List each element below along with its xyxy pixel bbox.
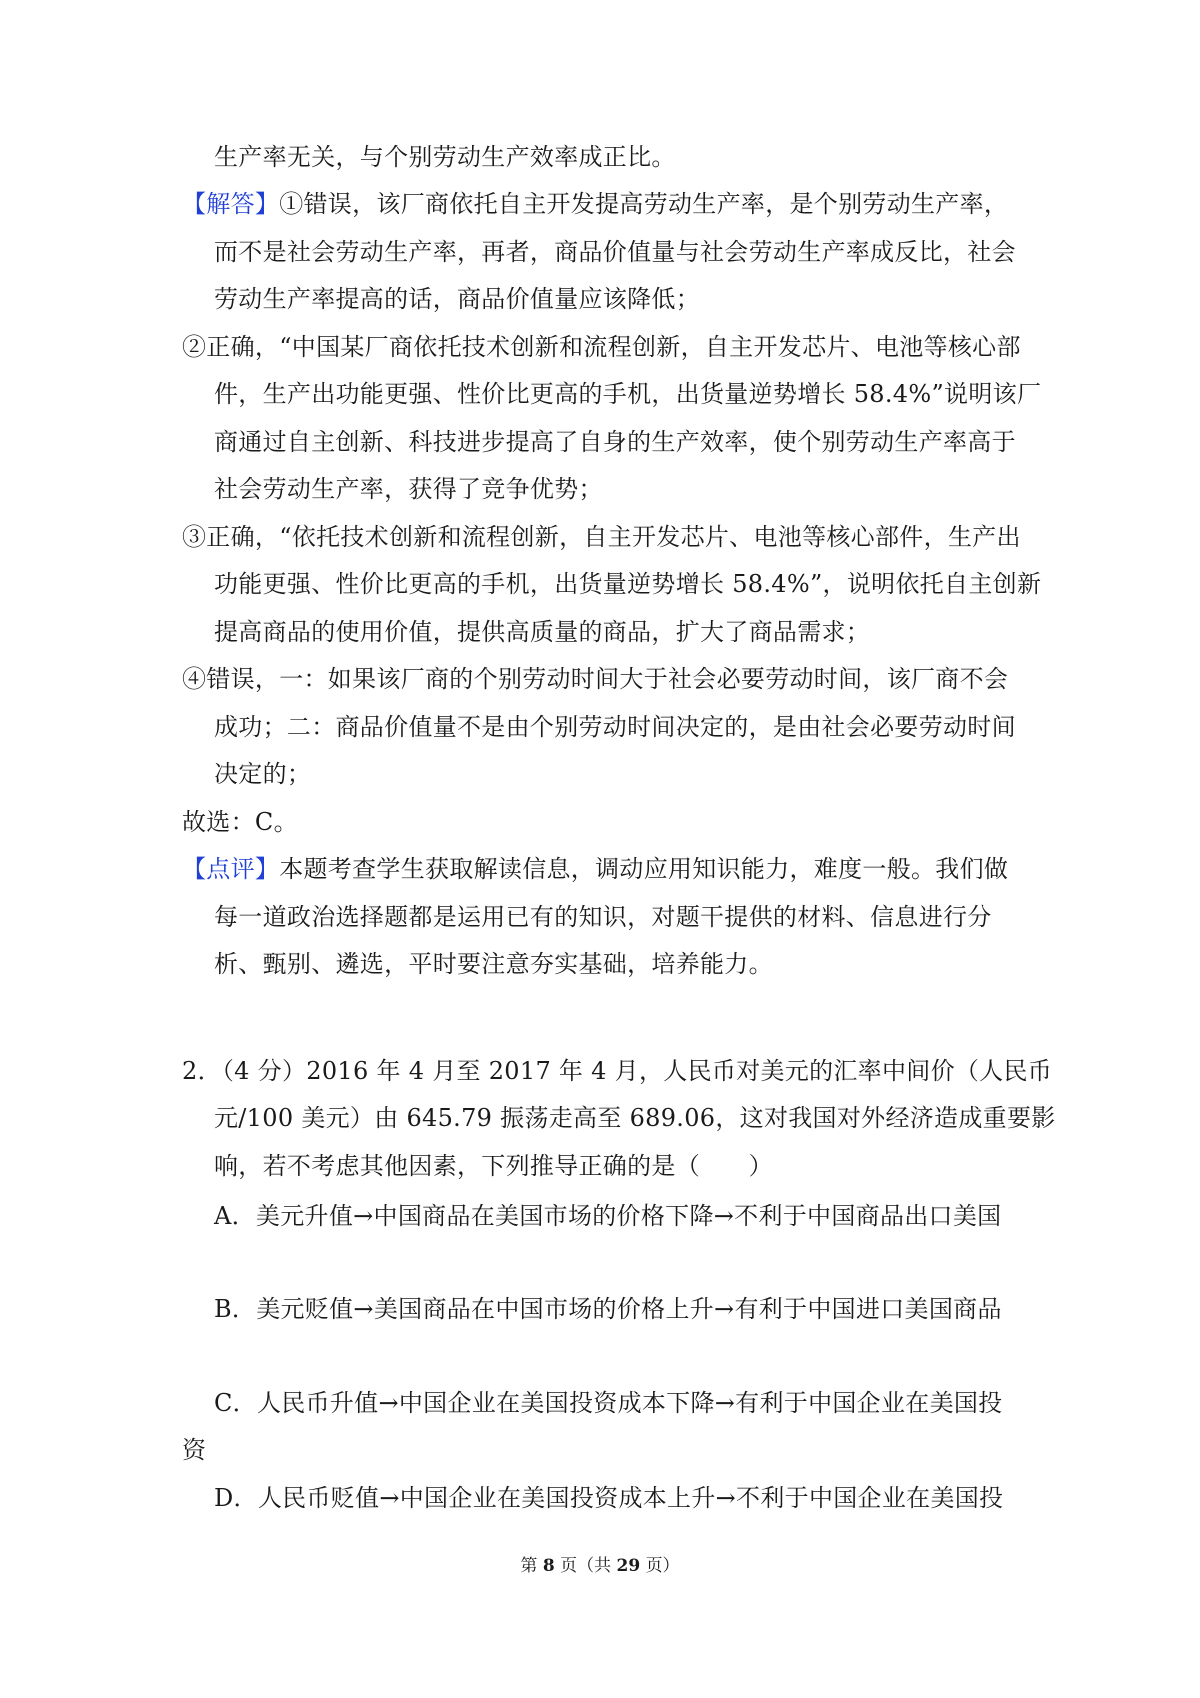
answer-line: 社会劳动生产率，获得了竞争优势； [214,475,603,503]
answer-line: 件，生产出功能更强、性价比更高的手机，出货量逆势增长 58.4%”说明该厂 [214,380,1042,408]
answer-line: 成功；二：商品价值量不是由个别劳动时间决定的，是由社会必要劳动时间 [214,713,1016,741]
page-footer [0,1554,1200,1578]
comment-line: 析、甄别、遴选，平时要注意夯实基础，培养能力。 [214,950,773,978]
answer-line: 决定的； [214,760,312,788]
answer-line: ④错误，一：如果该厂商的个别劳动时间大于社会必要劳动时间，该厂商不会 [182,665,1009,693]
footer-mid: 页（共 [560,1556,612,1576]
answer-line: 功能更强、性价比更高的手机，出货量逆势增长 58.4%”，说明依托自主创新 [214,570,1042,598]
answer-line: 劳动生产率提高的话，商品价值量应该降低； [214,285,700,313]
option-c: C．人民币升值→中国企业在美国投资成本下降→有利于中国企业在美国投 [214,1389,1003,1417]
dianping-tag: 【点评】 [182,855,280,883]
answer-choice: 故选：C。 [182,808,298,836]
footer-page-number: 8 [542,1556,555,1576]
option-a: A．美元升值→中国商品在美国市场的价格下降→不利于中国商品出口美国 [214,1202,1002,1230]
footer-total-pages: 29 [616,1556,641,1576]
comment-line: 每一道政治选择题都是运用已有的知识，对题干提供的材料、信息进行分 [214,903,992,931]
question-stem: 2．（4 分）2016 年 4 月至 2017 年 4 月，人民币对美元的汇率中间价（人民币 [182,1057,1053,1085]
jieda-tag: 【解答】 [182,190,280,218]
option-b: B．美元贬值→美国商品在中国市场的价格上升→有利于中国进口美国商品 [214,1295,1002,1323]
answer-line: 提高商品的使用价值，提供高质量的商品，扩大了商品需求； [214,618,871,646]
answer-line: 而不是社会劳动生产率，再者，商品价值量与社会劳动生产率成反比，社会 [214,238,1016,266]
option-c-continued: 资 [182,1436,207,1464]
answer-line: ①错误，该厂商依托自主开发提高劳动生产率，是个别劳动生产率， [279,190,1009,218]
answer-section [182,188,1008,220]
question-stem: 元/100 美元）由 645.79 振荡走高至 689.06，这对我国对外经济造成重要影 [214,1104,1056,1132]
answer-line: 商通过自主创新、科技进步提高了自身的生产效率，使个别劳动生产率高于 [214,428,1016,456]
footer-suffix: 页） [645,1556,680,1576]
answer-line: 生产率无关，与个别劳动生产效率成正比。 [214,143,676,171]
footer-prefix: 第 [520,1556,538,1576]
question-stem: 响，若不考虑其他因素，下列推导正确的是（ ） [214,1152,773,1180]
answer-line: ②正确，“中国某厂商依托技术创新和流程创新，自主开发芯片、电池等核心部 [182,333,1021,361]
comment-line: 本题考查学生获取解读信息，调动应用知识能力，难度一般。我们做 [279,855,1009,883]
option-d: D．人民币贬值→中国企业在美国投资成本上升→不利于中国企业在美国投 [214,1484,1004,1512]
answer-line: ③正确，“依托技术创新和流程创新，自主开发芯片、电池等核心部件，生产出 [182,523,1021,551]
comment-section [182,853,1008,885]
